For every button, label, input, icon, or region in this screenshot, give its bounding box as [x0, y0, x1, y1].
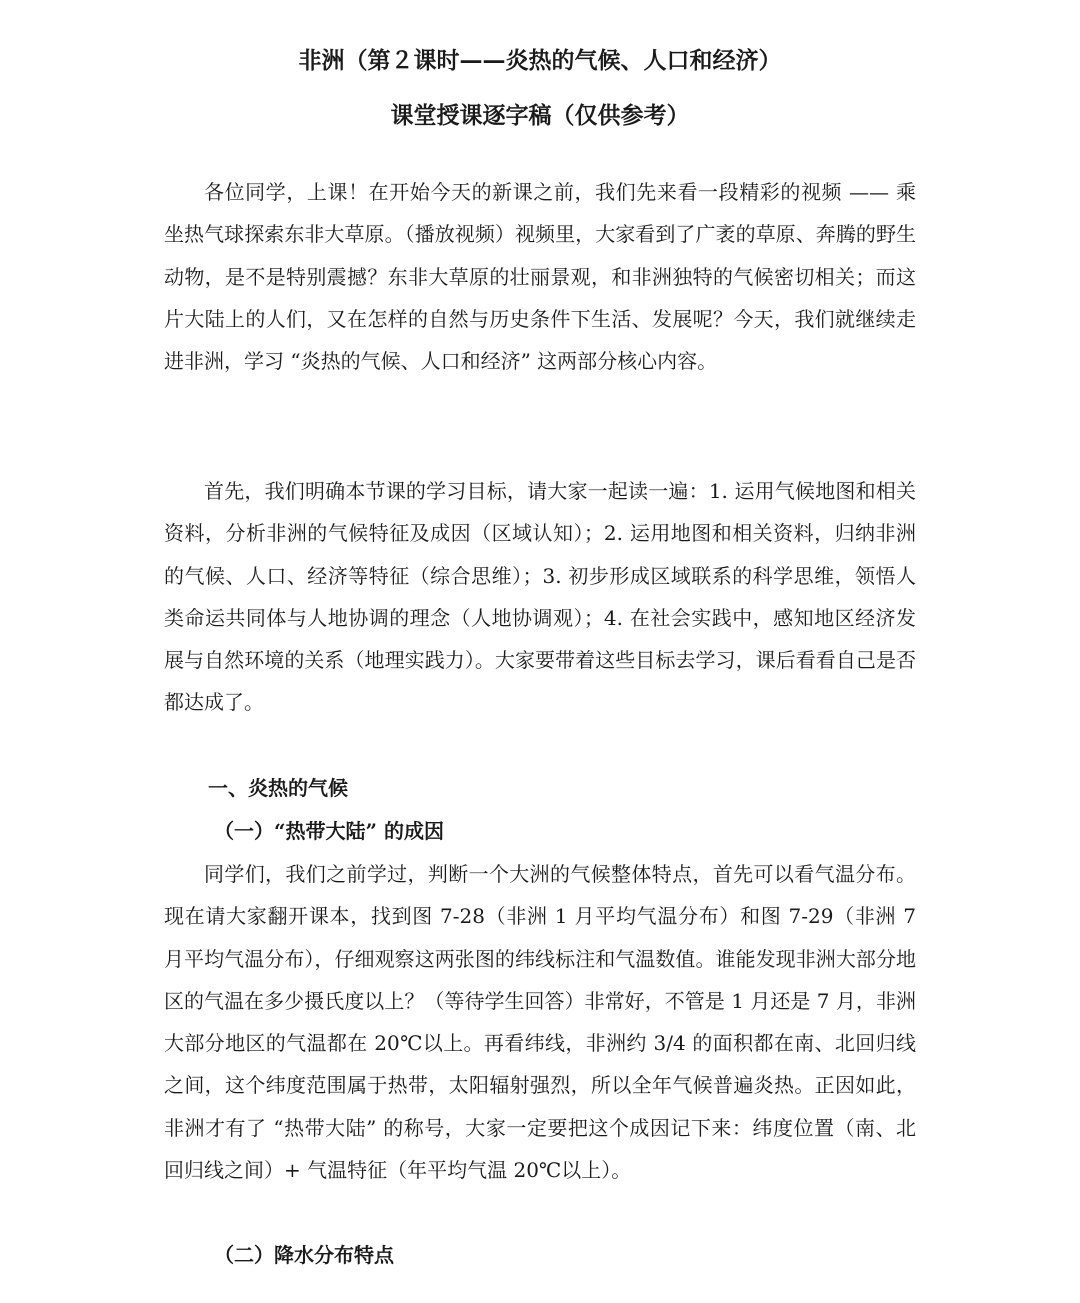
intro-paragraph: 各位同学，上课！在开始今天的新课之前，我们先来看一段精彩的视频 —— 乘坐热气球探索东非大草原。（播放视频）视频里，大家看到了广袤的草原、奔腾的野生动物，是不是特别震撼？东非大草原的壮丽景观，和非洲独特的气候密切相关；而这片大陆上的人们，又在怎样的自然与历史条件下生活、发展呢？今天，我们就继续走进非洲，学习 “炎热的气候、人口和经济” 这两部分核心内容。: [164, 180, 916, 374]
tropical-continent-paragraph: 同学们，我们之前学过，判断一个大洲的气候整体特点，首先可以看气温分布。现在请大家翻开课本，找到图 7-28（非洲 1 月平均气温分布）和图 7-29（非洲 7 月平均气温分布），仔细观察这两张图的纬线标注和气温数值。谁能发现非洲大部分地区的气温在多少摄氏度以上？（等待学生回答）非常好，不管是 1 月还是 7 月，非洲大部分地区的气温都在 20℃以上。再看纬线，非洲约 3/4 的面积都在南、北回归线之间，这个纬度范围属于热带，太阳辐射强烈，所以全年气候普遍炎热。正因如此，非洲才有了 “热带大陆” 的称号，大家一定要把这个成因记下来：纬度位置（南、北回归线之间）+ 气温特征（年平均气温 20℃以上）。: [164, 862, 916, 1183]
section-heading-climate: 一、炎热的气候: [208, 776, 348, 800]
document-title: 非洲（第２课时——炎热的气候、人口和经济）: [298, 47, 782, 74]
subsection-heading-precipitation: （二）降水分布特点: [214, 1243, 394, 1267]
document-subtitle: 课堂授课逐字稿（仅供参考）: [390, 102, 690, 129]
subsection-heading-tropical-continent: （一）“热带大陆” 的成因: [214, 819, 444, 843]
objectives-paragraph: 首先，我们明确本节课的学习目标，请大家一起读一遍：1. 运用气候地图和相关资料，分析非洲的气候特征及成因（区域认知）；2. 运用地图和相关资料，归纳非洲的气候、人口、经济等特征（综合思维）；3. 初步形成区域联系的科学思维，领悟人类命运共同体与人地协调的理念（人地协调观）；4. 在社会实践中，感知地区经济发展与自然环境的关系（地理实践力）。大家要带着这些目标去学习，课后看看自己是否都达成了。: [164, 479, 916, 715]
